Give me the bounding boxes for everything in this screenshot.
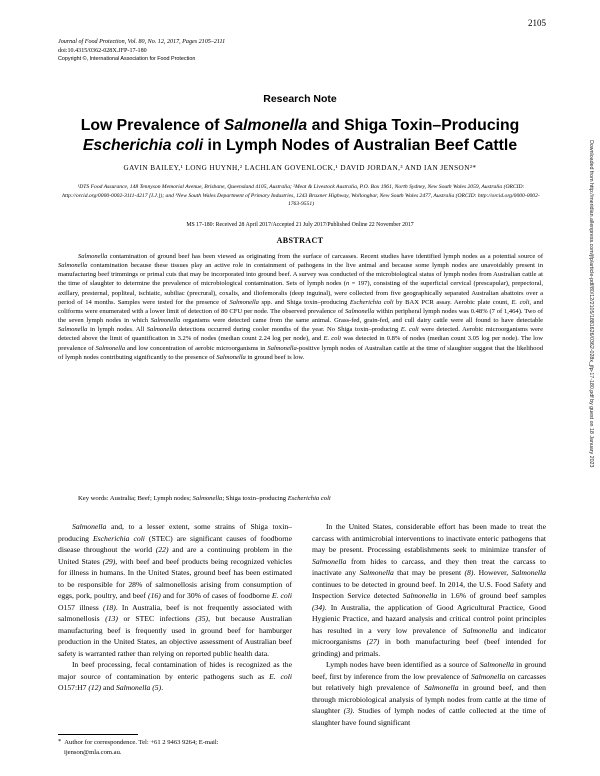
keywords: Key words: Australia; Beef; Lymph nodes; Salmonella; Shiga toxin–producing Escherichia coli	[78, 495, 331, 502]
footnote-text: Author for correspondence. Tel: +61 2 9463 9264; E-mail:	[64, 739, 219, 746]
manuscript-dates: MS 17-180: Received 28 April 2017/Accepted 21 July 2017/Published Online 22 November 2017	[186, 222, 414, 228]
abstract-heading: ABSTRACT	[276, 236, 324, 245]
body-column-left	[58, 521, 292, 694]
author-list: GAVIN BAILEY,¹ LONG HUYNH,² LACHLAN GOVENLOCK,¹ DAVID JORDAN,³ AND IAN JENSON²*	[123, 164, 477, 172]
body-paragraph: Lymph nodes have been identified as a source of Salmonella in ground beef, first by inference from the low prevalence of Salmonella on carcasses but relatively high prevalence of Salmonella in ground beef, and then through microbiological analysis of lymph nodes from cattle at the time of slaughter (3). Studies of lymph nodes of cattle collected at the time of slaughter have found significant	[312, 660, 547, 727]
author-affiliations: ¹DTS Food Assurance, 148 Tennyson Memorial Avenue, Brisbane, Queensland 4105, Australia; ²Meat & Livestock Australia, P.O. Box 1961, North Sydney, New South Wales 2059, Australia (ORCID: http://orcid.org/0000-0002-3111-4217 [I.J.]); and ³New South Wales Department of Primary Industries, 1243 Bruxner Highway, Wollongbar, New South Wales 2477, Australia (ORCID: http://orcid.org/0000-0002-1763-9551)	[62, 184, 540, 208]
journal-citation: Journal of Food Protection, Vol. 80, No. 12, 2017, Pages 2105–2111	[58, 39, 226, 45]
download-watermark: Downloaded from http://meridian.allenpress.com/jfp/article-pdf/80/12/2105/1881626/0362-028x_jfp-17-180.pdf by guest on 18 January 2023	[588, 140, 594, 468]
correspondence-email[interactable]: ijenson@mla.com.au.	[64, 749, 122, 756]
article-title: Low Prevalence of Salmonella and Shiga Toxin–Producing Escherichia coli in Lymph Nodes of Australian Beef Cattle	[80, 117, 520, 154]
body-column-right	[312, 521, 546, 728]
page-number: 2105	[528, 18, 546, 28]
article-type: Research Note	[263, 93, 337, 105]
body-paragraph: Salmonella and, to a lesser extent, some strains of Shiga toxin–producing Escherichia coli (STEC) are significant causes of foodborne disease throughout the world (22) and are a continuing problem in the United States (29), with beef and beef products being recognized vehicles for illness in humans. In the United States, ground beef has been estimated to be responsible for 28% of salmonellosis arising from consumption of eggs, pork, poultry, and beef (16) and for 30% of cases of foodborne E. coli O157 illness (18). In Australia, beef is not frequently associated with salmonellosis (13) or STEC infections (35), but because Australian manufacturing beef is frequently used in ground beef for hamburger production in the United States, an objective assessment of Australian beef safety is warranted rather than relying on reported public health data.	[58, 522, 293, 658]
footnote-divider	[58, 734, 138, 735]
body-paragraph: In beef processing, fecal contamination of hides is recognized as the major source of contamination by enteric pathogens such as E. coli O157:H7 (12) and Salmonella (5).	[58, 660, 292, 692]
copyright-notice: Copyright ©, International Association for Food Protection	[58, 56, 196, 63]
abstract-body: Salmonella contamination of ground beef has been viewed as originating from the surface of carcasses. Recent studies have identified lymph nodes as a potential source of Salmonella contamination because these tissues play an active role in containment of pathogens in the live animal and because some lymph nodes are unavoidably present in manufacturing beef trimmings or primal cuts that may be incorporated into ground beef. A survey was conducted of the microbiological status of lymph nodes from Australian cattle at the time of slaughter to determine the prevalence of microbiological contamination. Sets of lymph nodes (n = 197), consisting of the superficial cervical (prescapular), prepectoral, axillary, presternal, popliteal, ischiatic, subiliac (precrural), coxalis, and iliofemoralis (deep inguinal), were collected from five geographically separated Australian abattoirs over a period of 14 months. Samples were tested for the presence of Salmonella spp. and Shiga toxin–producing Escherichia coli by BAX PCR assay. Aerobic plate count, E. coli, and coliforms were enumerated with a lower limit of detection of 80 CFU per node. The observed prevalence of Salmonella within peripheral lymph nodes was 0.48% (7 of 1,464). Two of the seven lymph nodes in which Salmonella organisms were detected came from the same animal. Grass-fed, grain-fed, and cull dairy cattle were all found to have detectable Salmonella in lymph nodes. All Salmonella detections occurred during cooler months of the year. No Shiga toxin–producing E. coli were detected. Aerobic microorganisms were detected above the limit of quantification in 3.2% of nodes (median count 2.24 log per node), and E. coli was detected in 0.8% of nodes (median count 3.05 log per node). The low prevalence of Salmonella and low concentration of aerobic microorganisms in Salmonella-positive lymph nodes of Australian cattle at the time of slaughter suggest that the likelihood of lymph nodes contributing significantly to the presence of Salmonella in ground beef is low.	[58, 253, 544, 361]
correspondence-footnote	[58, 738, 292, 758]
doi: doi:10.4315/0362-028X.JFP-17-180	[58, 47, 147, 54]
journal-header	[58, 38, 225, 64]
footnote-symbol: *	[58, 738, 62, 745]
body-paragraph: In the United States, considerable effort has been made to treat the carcass with antimicrobial interventions to inactivate enteric pathogens that may be present. Processing establishments seek to minimize transfer of Salmonella from hides to carcass, and they then treat the carcass to inactivate any Salmonella that may be present (8). However, Salmonella continues to be detected in ground beef. In 2014, the U.S. Food Safety and Inspection Service detected Salmonella in 1.6% of ground beef samples (34). In Australia, the application of Good Agricultural Practice, Good Hygienic Practice, and hazard analysis and critical control point principles has resulted in a very low prevalence of Salmonella and indicator microorganisms (27) in both manufacturing beef (beef intended for grinding) and primals.	[312, 522, 547, 658]
